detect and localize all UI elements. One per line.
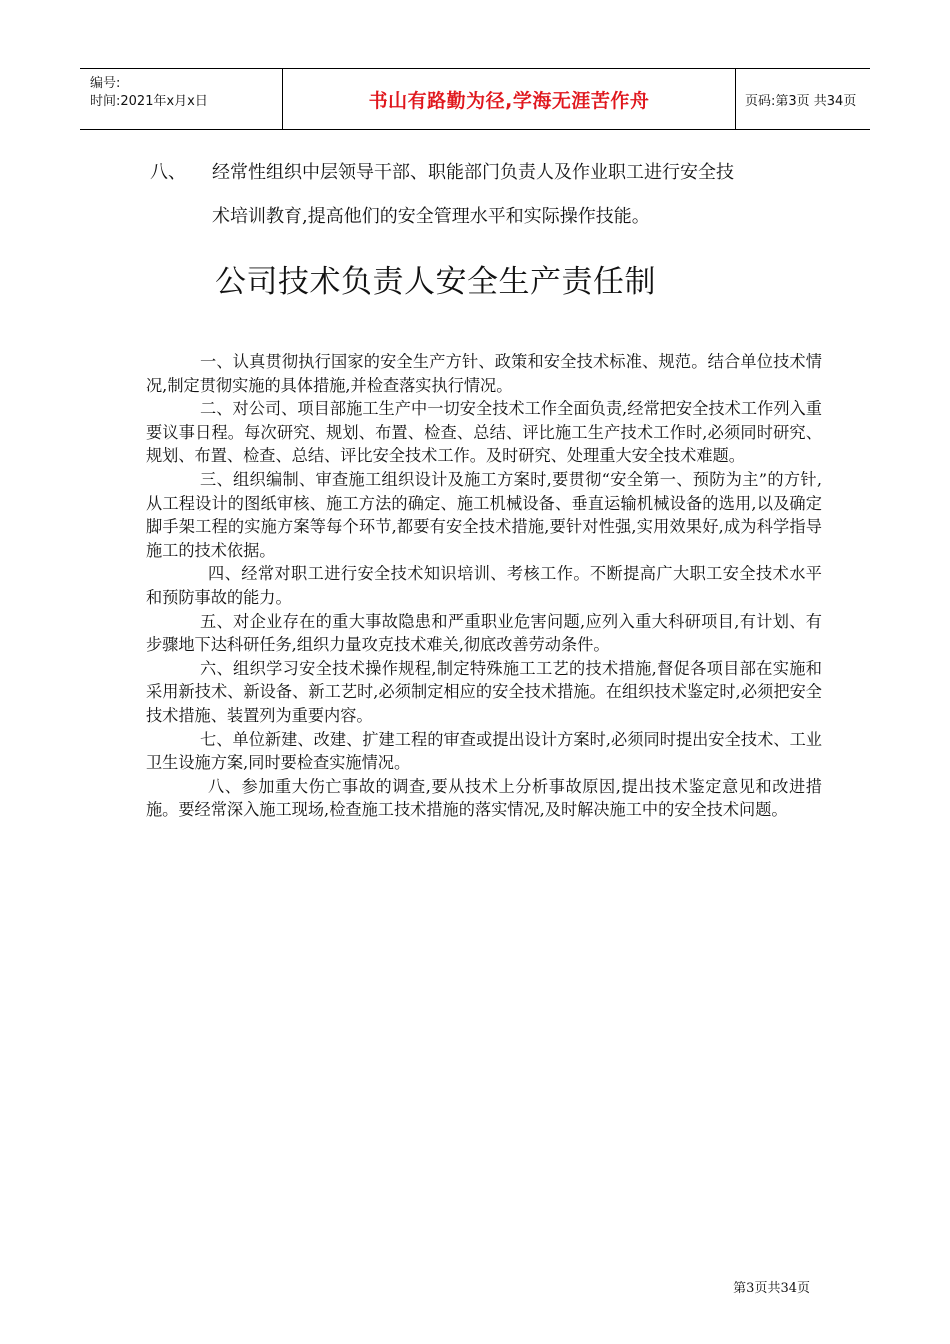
paragraph-2: 二、对公司、项目部施工生产中一切安全技术工作全面负责,经常把安全技术工作列入重要议事日程。每次研究、规划、布置、检查、总结、评比施工生产技术工作时,必须同时研究、规划、布置、检查、总结、评比安全技术工作。及时研究、处理重大安全技术难题。 [146,399,822,466]
document-time-label: 时间:2021年x月x日 [90,94,208,109]
header-motto-cell [282,69,736,129]
header-left-cell [80,69,282,129]
item-text-line-1: 经常性组织中层领导干部、职能部门负责人及作业职工进行安全技 [212,162,734,183]
paragraph-3: 三、组织编制、审查施工组织设计及施工方案时,要贯彻“安全第一、预防为主”的方针,从工程设计的图纸审核、施工方法的确定、施工机械设备、垂直运输机械设备的选用,以及确定脚手架工程的实施方案等每个环节,都要有安全技术措施,要针对性强,实用效果好,成为科学指导施工的技术依据。 [146,469,822,560]
header-motto: 书山有路勤为径,学海无涯苦作舟 [368,89,650,112]
item-number: 八、 [150,162,186,183]
paragraph-1: 一、认真贯彻执行国家的安全生产方针、政策和安全技术标准、规范。结合单位技术情况,制定贯彻实施的具体措施,并检查落实执行情况。 [146,352,822,395]
section-title: 公司技术负责人安全生产责任制 [215,264,656,300]
paragraph-5: 五、对企业存在的重大事故隐患和严重职业危害问题,应列入重大科研项目,有计划、有步骤地下达科研任务,组织力量攻克技术难关,彻底改善劳动条件。 [146,611,822,655]
header-page-cell [735,69,870,129]
body-text [146,350,822,822]
paragraph-7: 七、单位新建、改建、扩建工程的审查或提出设计方案时,必须同时提出安全技术、工业卫生设施方案,同时要检查实施情况。 [146,729,822,773]
paragraph-6: 六、组织学习安全技术操作规程,制定特殊施工工艺的技术措施,督促各项目部在实施和采用新技术、新设备、新工艺时,必须制定相应的安全技术措施。在组织技术鉴定时,必须把安全技术措施、装置列为重要内容。 [146,658,822,725]
header-page-label: 页码:第3页 共34页 [745,93,857,109]
page-footer: 第3页共34页 [733,1281,810,1296]
item-text-line-2: 术培训教育,提高他们的安全管理水平和实际操作技能。 [212,206,650,227]
header-table [80,68,870,130]
paragraph-8: 八、参加重大伤亡事故的调查,要从技术上分析事故原因,提出技术鉴定意见和改进措施。要经常深入施工现场,检查施工技术措施的落实情况,及时解决施工中的安全技术问题。 [146,776,822,820]
document-number-label: 编号: [90,76,121,91]
paragraph-4: 四、经常对职工进行安全技术知识培训、考核工作。不断提高广大职工安全技术水平和预防事故的能力。 [146,564,822,607]
